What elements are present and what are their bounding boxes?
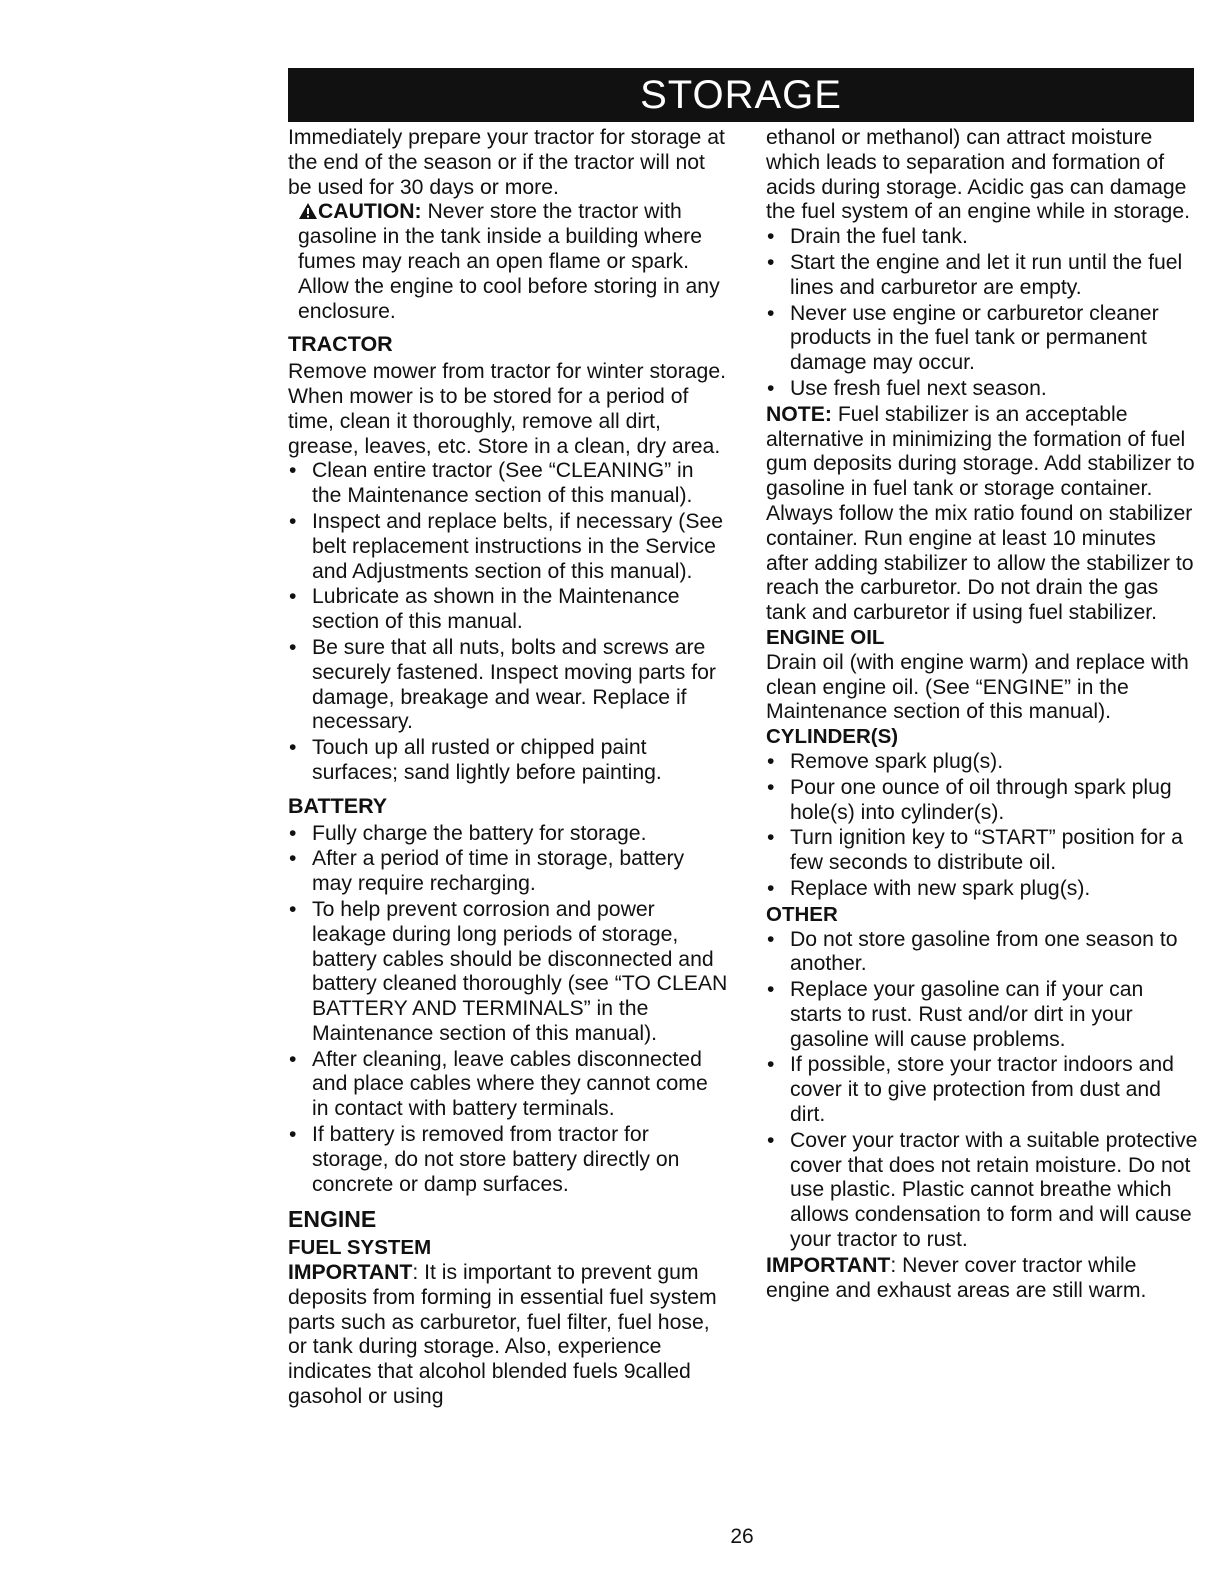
right-column <box>766 126 1198 1303</box>
list-item: • Touch up all rusted or chipped paint surfaces; sand lightly before painting. <box>288 736 728 786</box>
battery-heading: BATTERY <box>288 793 388 818</box>
fuel-system-heading: FUEL SYSTEM <box>288 1236 432 1260</box>
list-item: • Do not store gasoline from one season to another. <box>766 928 1198 978</box>
engine-oil-heading: ENGINE OIL <box>766 625 885 649</box>
caution-text: Never store the tractor with gasoline in the tank inside a building where fumes may reach an open flame or spark. Allow the engine to cool before storing in any enclosure. <box>298 200 720 323</box>
list-item: • If battery is removed from tractor for storage, do not store battery directly on concrete or damp surfaces. <box>288 1123 728 1197</box>
caution-paragraph <box>298 200 728 324</box>
tractor-list <box>288 459 728 785</box>
warning-triangle-icon <box>298 202 318 220</box>
list-item: • Inspect and replace belts, if necessary (See belt replacement instructions in the Service and Adjustments section of this manual). <box>288 510 728 584</box>
tractor-paragraph: Remove mower from tractor for winter storage. When mower is to be stored for a period of time, clean it thoroughly, remove all dirt, grease, leaves, etc. Store in a clean, dry area. <box>288 360 727 458</box>
fuel-system-text: : It is important to prevent gum deposits from forming in essential fuel system parts such as carburetor, fuel filter, fuel hose, or tank during storage. Also, experience indicates that alcohol blended fuels 9called gasohol or using <box>288 1261 717 1409</box>
page-title-banner <box>288 68 1194 122</box>
list-item: • Use fresh fuel next season. <box>766 377 1198 402</box>
fuel-system-list <box>766 225 1198 402</box>
list-item: • Cover your tractor with a suitable protective cover that does not retain moisture. Do not use plastic. Plastic cannot breathe which allows condensation to form and will cause your tractor to rust. <box>766 1129 1198 1253</box>
list-item: • If possible, store your tractor indoors and cover it to give protection from dust and dirt. <box>766 1053 1198 1127</box>
tractor-heading: TRACTOR <box>288 332 393 357</box>
list-item: • Pour one ounce of oil through spark plug hole(s) into cylinder(s). <box>766 776 1198 826</box>
left-column <box>288 126 728 1410</box>
other-important-text: : Never cover tractor while engine and exhaust areas are still warm. <box>766 1253 1147 1302</box>
list-item: • Remove spark plug(s). <box>766 750 1198 775</box>
list-item: • Fully charge the battery for storage. <box>288 822 728 847</box>
other-important-paragraph <box>766 1254 1198 1304</box>
list-item: • To help prevent corrosion and power leakage during long periods of storage, battery cables should be disconnected and battery cleaned thoroughly (see “TO CLEAN BATTERY AND TERMINALS” in the Maintenance section of this manual). <box>288 898 728 1047</box>
note-label: NOTE: <box>766 402 832 426</box>
list-item: • Replace your gasoline can if your can starts to rust. Rust and/or dirt in your gasoline will cause problems. <box>766 978 1198 1052</box>
battery-list <box>288 822 728 1198</box>
intro-paragraph: Immediately prepare your tractor for storage at the end of the season or if the tractor will not be used for 30 days or more. <box>288 126 725 199</box>
fuel-system-paragraph <box>288 1261 728 1410</box>
list-item: • After a period of time in storage, battery may require recharging. <box>288 847 728 897</box>
important-label: IMPORTANT <box>288 1261 413 1285</box>
other-list <box>766 928 1198 1253</box>
cylinders-heading: CYLINDER(S) <box>766 725 899 749</box>
page-number: 26 <box>730 1525 754 1548</box>
cylinders-list <box>766 750 1198 902</box>
engine-heading: ENGINE <box>288 1206 377 1233</box>
engine-oil-paragraph: Drain oil (with engine warm) and replace with clean engine oil. (See “ENGINE” in the Maintenance section of this manual). <box>766 650 1189 724</box>
list-item: • Turn ignition key to “START” position for a few seconds to distribute oil. <box>766 826 1198 876</box>
note-text: Fuel stabilizer is an acceptable alternative in minimizing the formation of fuel gum deposits during storage. Add stabilizer to gasoline in fuel tank or storage container. Always follow the mix ratio found on stabilizer container. Run engine at least 10 minutes after adding stabilizer to allow the stabilizer to reach the carburetor. Do not drain the gas tank and carburetor if using fuel stabilizer. <box>766 402 1195 625</box>
list-item: • Never use engine or carburetor cleaner products in the fuel tank or permanent damage may occur. <box>766 302 1198 376</box>
list-item: • Lubricate as shown in the Maintenance section of this manual. <box>288 585 728 635</box>
note-paragraph <box>766 403 1198 626</box>
list-item: • After cleaning, leave cables disconnected and place cables where they cannot come in contact with battery terminals. <box>288 1048 728 1122</box>
important-label: IMPORTANT <box>766 1253 891 1277</box>
caution-label: CAUTION: <box>318 200 422 224</box>
list-item: • Clean entire tractor (See “CLEANING” in the Maintenance section of this manual). <box>288 459 728 509</box>
list-item: • Start the engine and let it run until the fuel lines and carburetor are empty. <box>766 251 1198 301</box>
list-item: • Drain the fuel tank. <box>766 225 1198 250</box>
other-heading: OTHER <box>766 902 838 926</box>
list-item: • Be sure that all nuts, bolts and screws are securely fastened. Inspect moving parts for damage, breakage and wear. Replace if necessary. <box>288 636 728 735</box>
list-item: • Replace with new spark plug(s). <box>766 877 1198 902</box>
page-title: STORAGE <box>640 72 842 117</box>
fuel-system-continued: ethanol or methanol) can attract moisture which leads to separation and formation of acids during storage. Acidic gas can damage the fuel system of an engine while in storage. <box>766 126 1190 224</box>
